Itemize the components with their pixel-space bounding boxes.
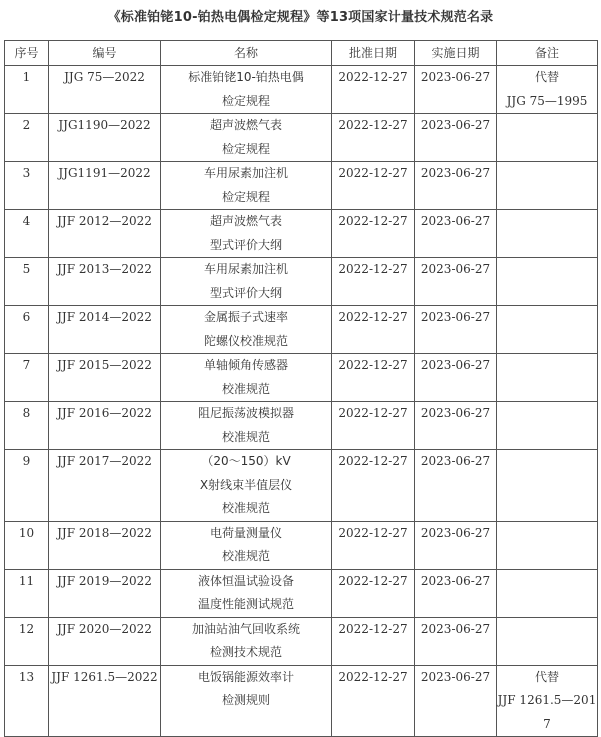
cell-effective-date: 2023-06-27	[415, 450, 497, 522]
table-row	[5, 258, 598, 306]
cell-remark-line: JJG 75—1995	[506, 93, 588, 108]
cell-effective-date: 2023-06-27	[415, 521, 497, 569]
cell-name-line: 陀螺仪校准规范	[203, 333, 288, 348]
cell-no: 12	[5, 617, 49, 665]
cell-name-line: 校准规范	[221, 429, 270, 444]
cell-name-line: 单轴倾角传感器	[203, 358, 288, 372]
cell-name-line: 型式评价大纲	[209, 237, 282, 252]
cell-name-line: 金属振子式速率	[203, 310, 288, 324]
cell-effective-date: 2023-06-27	[415, 306, 497, 354]
header-code: 编号	[49, 41, 161, 66]
cell-name	[161, 258, 332, 306]
cell-effective-date: 2023-06-27	[415, 162, 497, 210]
cell-code: JJF 2020—2022	[49, 617, 161, 665]
header-effective-date: 实施日期	[415, 41, 497, 66]
cell-approved-date: 2022-12-27	[332, 450, 415, 522]
table-row	[5, 569, 598, 617]
cell-name	[161, 114, 332, 162]
cell-name-line: 电饭锅能源效率计	[197, 669, 294, 684]
cell-no: 13	[5, 665, 49, 737]
cell-remark-line: 代替	[534, 70, 559, 84]
cell-name	[161, 617, 332, 665]
cell-effective-date: 2023-06-27	[415, 66, 497, 114]
cell-no: 10	[5, 521, 49, 569]
cell-remark	[497, 617, 598, 665]
table-row	[5, 617, 598, 665]
cell-remark	[497, 306, 598, 354]
cell-approved-date: 2022-12-27	[332, 114, 415, 162]
table-row	[5, 521, 598, 569]
table-header-row	[5, 41, 598, 66]
cell-code: JJF 2019—2022	[49, 569, 161, 617]
cell-name-line: 温度性能测试规范	[197, 597, 294, 611]
cell-no: 6	[5, 306, 49, 354]
table-row	[5, 354, 598, 402]
table-row	[5, 450, 598, 522]
cell-no: 7	[5, 354, 49, 402]
cell-approved-date: 2022-12-27	[332, 66, 415, 114]
cell-remark	[497, 66, 598, 114]
cell-approved-date: 2022-12-27	[332, 617, 415, 665]
cell-name	[161, 162, 332, 210]
cell-code: JJG1191—2022	[49, 162, 161, 210]
cell-code: JJF 2018—2022	[49, 521, 161, 569]
cell-effective-date: 2023-06-27	[415, 569, 497, 617]
cell-code: JJF 2016—2022	[49, 402, 161, 450]
cell-name-line: X射线束半值层仪	[199, 477, 293, 492]
cell-effective-date: 2023-06-27	[415, 114, 497, 162]
cell-name-line: 超声波燃气表	[209, 214, 282, 228]
table-row	[5, 665, 598, 737]
cell-code: JJG 75—2022	[49, 66, 161, 114]
cell-name-line: 液体恒温试验设备	[197, 573, 294, 588]
cell-no: 5	[5, 258, 49, 306]
cell-remark	[497, 210, 598, 258]
table-row	[5, 66, 598, 114]
cell-effective-date: 2023-06-27	[415, 354, 497, 402]
cell-remark	[497, 665, 598, 737]
cell-name	[161, 402, 332, 450]
cell-no: 4	[5, 210, 49, 258]
cell-code: JJF 2015—2022	[49, 354, 161, 402]
cell-name-line: （20～150）kV	[201, 454, 291, 468]
table-row	[5, 162, 598, 210]
cell-approved-date: 2022-12-27	[332, 354, 415, 402]
cell-name	[161, 569, 332, 617]
cell-approved-date: 2022-12-27	[332, 162, 415, 210]
cell-name-line: 车用尿素加注机	[203, 262, 288, 276]
cell-code: JJF 2013—2022	[49, 258, 161, 306]
header-no: 序号	[5, 41, 49, 66]
cell-code: JJF 2014—2022	[49, 306, 161, 354]
cell-no: 3	[5, 162, 49, 210]
cell-name	[161, 665, 332, 737]
cell-code: JJF 2012—2022	[49, 210, 161, 258]
cell-no: 1	[5, 66, 49, 114]
header-remark: 备注	[497, 41, 598, 66]
cell-approved-date: 2022-12-27	[332, 258, 415, 306]
regulation-table	[4, 40, 598, 737]
cell-approved-date: 2022-12-27	[332, 569, 415, 617]
header-approved-date: 批准日期	[332, 41, 415, 66]
table-row	[5, 210, 598, 258]
cell-name-line: 校准规范	[221, 381, 270, 396]
cell-effective-date: 2023-06-27	[415, 665, 497, 737]
table-row	[5, 306, 598, 354]
cell-no: 8	[5, 402, 49, 450]
cell-remark-line: JJF 1261.5—201	[497, 693, 597, 707]
cell-name	[161, 306, 332, 354]
table-row	[5, 114, 598, 162]
cell-name-line: 检测技术规范	[209, 645, 282, 659]
page-title: 《标准铂铑10-铂热电偶检定规程》等13项国家计量技术规范名录	[107, 10, 494, 25]
cell-effective-date: 2023-06-27	[415, 617, 497, 665]
cell-name	[161, 66, 332, 114]
header-name: 名称	[161, 41, 332, 66]
cell-effective-date: 2023-06-27	[415, 258, 497, 306]
cell-name-line: 标准铂铑10-铂热电偶	[188, 70, 304, 84]
cell-remark	[497, 114, 598, 162]
cell-remark	[497, 162, 598, 210]
cell-name	[161, 354, 332, 402]
cell-effective-date: 2023-06-27	[415, 210, 497, 258]
cell-code: JJF 2017—2022	[49, 450, 161, 522]
cell-effective-date: 2023-06-27	[415, 402, 497, 450]
cell-name-line: 阻尼振荡波模拟器	[197, 406, 294, 420]
cell-approved-date: 2022-12-27	[332, 665, 415, 737]
table-row	[5, 402, 598, 450]
cell-name-line: 电荷量测量仪	[209, 525, 282, 540]
cell-name-line: 检定规程	[221, 141, 270, 156]
cell-no: 11	[5, 569, 49, 617]
cell-remark	[497, 354, 598, 402]
cell-approved-date: 2022-12-27	[332, 402, 415, 450]
cell-remark	[497, 450, 598, 522]
cell-remark	[497, 521, 598, 569]
cell-no: 9	[5, 450, 49, 522]
cell-name	[161, 210, 332, 258]
cell-name	[161, 521, 332, 569]
cell-name-line: 检测规则	[221, 693, 270, 707]
cell-approved-date: 2022-12-27	[332, 210, 415, 258]
cell-name-line: 检定规程	[221, 93, 270, 108]
cell-code: JJF 1261.5—2022	[49, 665, 161, 737]
cell-name	[161, 450, 332, 522]
cell-approved-date: 2022-12-27	[332, 521, 415, 569]
cell-code: JJG1190—2022	[49, 114, 161, 162]
cell-name-line: 检定规程	[221, 189, 270, 204]
cell-remark	[497, 569, 598, 617]
cell-remark	[497, 258, 598, 306]
cell-remark-line: 7	[543, 716, 551, 731]
cell-name-line: 型式评价大纲	[209, 285, 282, 300]
cell-remark-line: 代替	[534, 669, 559, 684]
cell-name-line: 车用尿素加注机	[203, 166, 288, 180]
cell-name-line: 校准规范	[221, 501, 270, 515]
cell-name-line: 加油站油气回收系统	[191, 621, 300, 636]
cell-remark	[497, 402, 598, 450]
cell-no: 2	[5, 114, 49, 162]
cell-name-line: 校准规范	[221, 549, 270, 563]
cell-approved-date: 2022-12-27	[332, 306, 415, 354]
cell-name-line: 超声波燃气表	[209, 118, 282, 132]
